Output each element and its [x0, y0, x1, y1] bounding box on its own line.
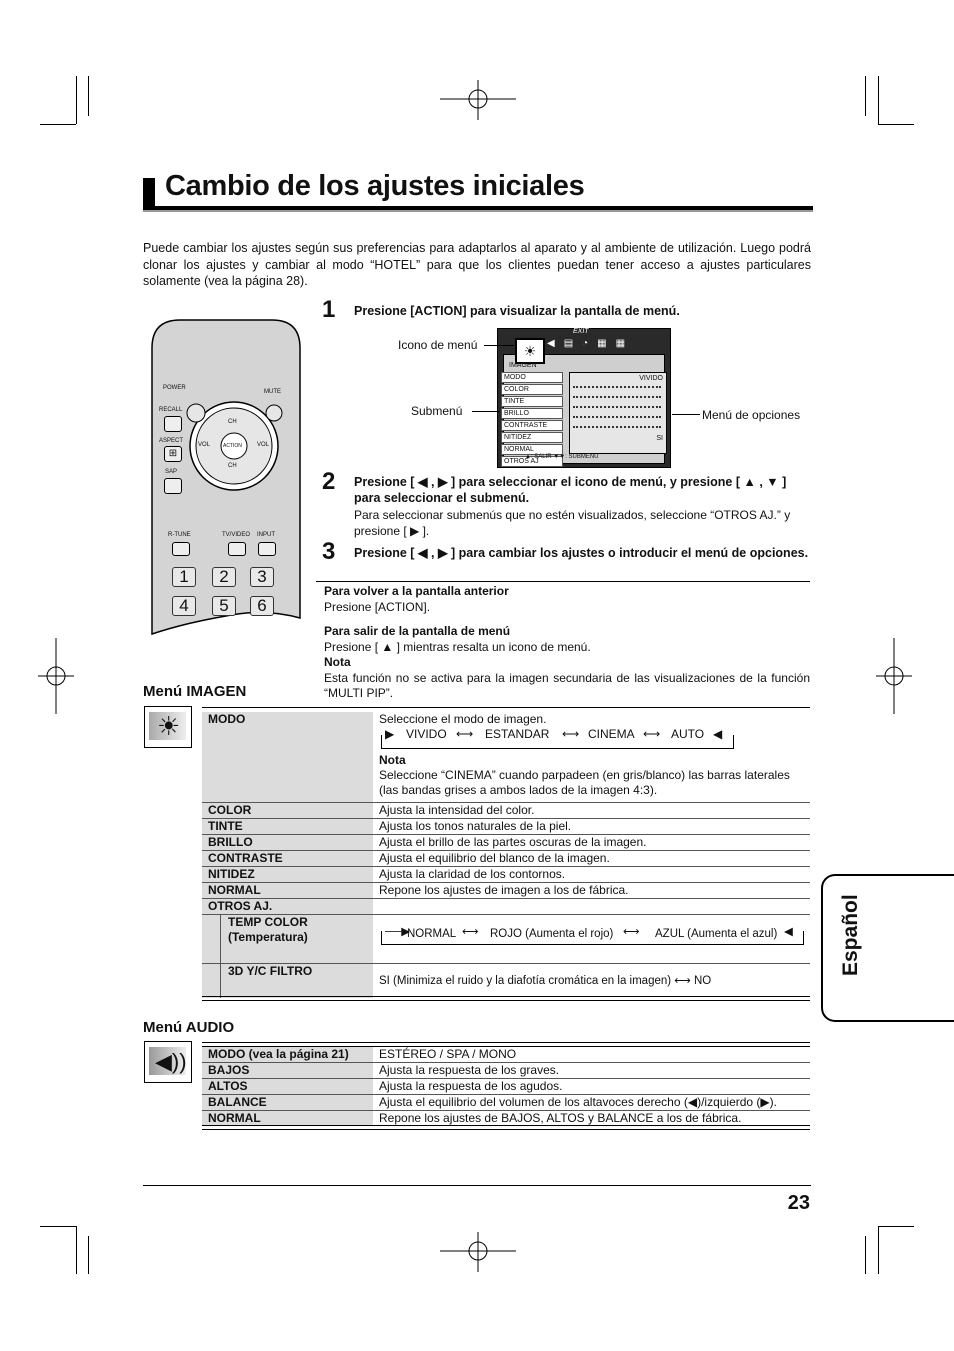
table-row	[202, 883, 810, 899]
filtro-si: SI (Minimiza el ruido y la diafotía cromática en la imagen)	[379, 975, 672, 987]
table-row	[202, 712, 810, 803]
divider	[316, 581, 810, 582]
row-desc: Ajusta los tonos naturales de la piel.	[373, 819, 810, 835]
speaker-icon: ◀))	[155, 1049, 187, 1074]
step-3-number: 3	[322, 538, 336, 565]
key-3[interactable]: 3	[250, 567, 274, 587]
mute-label: MUTE	[264, 389, 281, 395]
key-1[interactable]: 1	[172, 567, 196, 587]
remote-control	[150, 318, 302, 636]
osd-vivido: VIVIDO	[639, 375, 663, 382]
row-name: OTROS AJ.	[202, 899, 373, 915]
exit-heading: Para salir de la pantalla de menú	[324, 624, 511, 638]
page-number: 23	[787, 1192, 810, 1214]
osd-imagen-icon[interactable]: ☀	[515, 338, 545, 364]
modo-desc: Seleccione el modo de imagen.	[379, 712, 547, 726]
step-1-number: 1	[322, 296, 336, 323]
language-tab	[821, 874, 954, 1022]
input-button[interactable]	[258, 542, 276, 556]
registration-mark-left	[38, 638, 74, 714]
sap-label: SAP	[165, 469, 178, 475]
input-label: INPUT	[257, 532, 275, 538]
ch-down-label[interactable]: CH	[228, 463, 237, 469]
step-2-number: 2	[322, 468, 336, 495]
row-desc: Ajusta la respuesta de los agudos.	[373, 1079, 810, 1095]
key-2[interactable]: 2	[212, 567, 236, 587]
step-2-subtext: Para seleccionar submenús que no estén visualizados, seleccione “OTROS AJ.” y presione [ ▶ ].	[354, 508, 791, 538]
rtune-label: R-TUNE	[168, 532, 191, 538]
osd-menu-icons: ◀▤◔▦▦	[547, 338, 635, 349]
row-name: ALTOS	[202, 1079, 373, 1095]
back-text: Presione [ACTION].	[324, 599, 431, 614]
row-desc: Ajusta la intensidad del color.	[373, 803, 810, 819]
power-label: POWER	[163, 385, 186, 391]
registration-mark-top	[440, 80, 516, 120]
exit-text: Presione [ ▲ ] mientras resalta un icono de menú.	[324, 639, 591, 654]
modo-cycle: ▶ VIVIDO ⟷ ESTANDAR ⟷ CINEMA ⟷ AUTO ◀	[379, 727, 804, 749]
mode-auto: AUTO	[671, 727, 705, 741]
osd-item[interactable]: BRILLO	[501, 408, 563, 419]
nota-text: Esta función no se activa para la imagen secundaria de las visualizaciones de la función “MULTI PIP”.	[324, 670, 810, 700]
registration-mark-right	[876, 638, 912, 714]
audio-icon	[144, 1041, 192, 1083]
leader-line	[672, 414, 700, 415]
language-tab-label: Español	[839, 894, 862, 976]
vol-left-label[interactable]: VOL	[198, 442, 211, 448]
leader-line	[484, 345, 514, 346]
osd-si: SI	[656, 435, 663, 442]
osd-footer: ▲: SALIR ▼▼: SUBMENU	[525, 454, 599, 460]
title-rule	[143, 206, 813, 212]
osd-title: IMAGEN	[509, 362, 537, 369]
osd-item[interactable]: COLOR	[501, 384, 563, 395]
row-name: 3D Y/C FILTRO	[220, 964, 373, 998]
row-desc: Repone los ajustes de imagen a los de fábrica.	[373, 883, 810, 899]
key-5[interactable]: 5	[212, 596, 236, 616]
osd-exit: EXIT	[573, 328, 589, 335]
osd-item[interactable]: CONTRASTE	[501, 420, 563, 431]
filtro-cycle: SI (Minimiza el ruido y la diafotía cromática en la imagen) ⟷ NO	[379, 975, 712, 987]
remote-body	[150, 318, 302, 636]
row-desc: Ajusta la respuesta de los graves.	[373, 1063, 810, 1079]
table-row	[202, 851, 810, 867]
aspect-button[interactable]: ⊞	[164, 446, 182, 462]
table-row	[202, 1111, 810, 1127]
row-desc: Repone los ajustes de BAJOS, ALTOS y BALANCE a los de fábrica.	[373, 1111, 810, 1127]
row-name: CONTRASTE	[202, 851, 373, 867]
table-row	[202, 1063, 810, 1079]
imagen-icon	[144, 706, 192, 748]
rtune-button[interactable]	[172, 542, 190, 556]
row-name: TEMP COLOR (Temperatura)	[220, 915, 373, 963]
table-row	[202, 899, 810, 915]
back-heading: Para volver a la pantalla anterior	[324, 584, 509, 598]
mode-estandar: ESTANDAR	[485, 727, 550, 741]
modo-nota-text: Seleccione “CINEMA” cuando parpadeen (en gris/blanco) las barras laterales (las bandas grises a ambos lados de la imagen 4:3).	[379, 768, 790, 797]
table-row	[202, 803, 810, 819]
temp-azul: AZUL (Aumenta el azul)	[655, 928, 778, 940]
ch-up-label[interactable]: CH	[228, 419, 237, 425]
row-name: NORMAL	[202, 883, 373, 899]
modo-nota-heading: Nota	[379, 753, 406, 767]
row-desc: Ajusta el brillo de las partes oscuras de la imagen.	[373, 835, 810, 851]
osd-menu-diagram	[497, 328, 669, 466]
vol-right-label[interactable]: VOL	[257, 442, 270, 448]
audio-heading: Menú AUDIO	[143, 1019, 235, 1036]
tvvideo-button[interactable]	[228, 542, 246, 556]
filtro-no: NO	[693, 975, 712, 987]
temp-normal: NORMAL	[407, 928, 457, 940]
registration-mark-bottom	[440, 1232, 516, 1272]
label-submenu: Submenú	[411, 404, 463, 418]
row-name: NORMAL	[202, 1111, 373, 1127]
sun-icon: ☀	[157, 711, 181, 741]
row-name: NITIDEZ	[202, 867, 373, 883]
row-name: MODO	[202, 712, 373, 803]
temp-cycle: ──▶ NORMAL ⟷ ROJO (Aumenta el rojo) ⟷ AZUL (Aumenta el azul) ◀	[379, 915, 804, 963]
intro-paragraph: Puede cambiar los ajustes según sus preferencias para adaptarlos al aparato y al ambiente de utilización. Luego podrá clonar los ajustes y cambiar al modo “HOTEL” para que los clientes puedan tener acceso a ajustes particulares solamente (vea la página 28).	[143, 241, 811, 288]
tvvideo-label: TV/VIDEO	[222, 532, 251, 538]
row-name: COLOR	[202, 803, 373, 819]
mode-cinema: CINEMA	[588, 727, 635, 741]
osd-item[interactable]: MODO	[501, 372, 563, 383]
nota-heading: Nota	[324, 655, 351, 669]
row-name: BAJOS	[202, 1063, 373, 1079]
label-options-menu: Menú de opciones	[702, 408, 801, 422]
table-row	[202, 1047, 810, 1063]
table-row	[202, 867, 810, 883]
table-bottom-rule	[202, 996, 810, 1001]
notes-block	[324, 584, 810, 702]
table-row	[202, 915, 810, 964]
osd-item[interactable]: NITIDEZ	[501, 432, 563, 443]
osd-options-panel	[569, 372, 667, 454]
imagen-table	[202, 712, 810, 998]
row-name: BALANCE	[202, 1095, 373, 1111]
footer-rule	[143, 1185, 811, 1186]
table-row	[202, 835, 810, 851]
leader-line	[472, 411, 500, 412]
table-bottom-rule	[202, 1125, 810, 1130]
temp-rojo: ROJO (Aumenta el rojo)	[490, 928, 614, 940]
row-name: TINTE	[202, 819, 373, 835]
key-6[interactable]: 6	[250, 596, 274, 616]
row-desc: Ajusta el equilibrio del blanco de la imagen.	[373, 851, 810, 867]
recall-button[interactable]	[164, 416, 182, 432]
step-1-text: Presione [ACTION] para visualizar la pantalla de menú.	[354, 304, 680, 318]
aspect-label: ASPECT	[159, 438, 184, 444]
recall-label: RECALL	[159, 407, 183, 413]
audio-table	[202, 1047, 810, 1126]
key-4[interactable]: 4	[172, 596, 196, 616]
table-row	[202, 964, 810, 999]
sap-button[interactable]	[164, 478, 182, 494]
row-name: BRILLO	[202, 835, 373, 851]
page-title: Cambio de los ajustes iniciales	[165, 170, 585, 202]
row-desc: Ajusta el equilibrio del volumen de los altavoces derecho (◀)/izquierdo (▶).	[373, 1095, 810, 1111]
table-row	[202, 819, 810, 835]
osd-item[interactable]: TINTE	[501, 396, 563, 407]
action-button[interactable]: ACTION	[223, 443, 242, 449]
osd-item[interactable]: OTROS AJ	[501, 456, 563, 467]
mode-vivido: VIVIDO	[406, 727, 447, 741]
row-name: MODO (vea la página 21)	[202, 1047, 373, 1063]
table-row	[202, 1095, 810, 1111]
table-row	[202, 1079, 810, 1095]
row-desc: Ajusta la claridad de los contornos.	[373, 867, 810, 883]
title-bar	[143, 178, 155, 206]
step-2-text: Presione [ ◀ , ▶ ] para seleccionar el icono de menú, y presione [ ▲ , ▼ ] para seleccionar el submenú.	[354, 475, 787, 505]
osd-item[interactable]: NORMAL	[501, 444, 563, 455]
label-menu-icon: Icono de menú	[398, 338, 478, 352]
step-3-text: Presione [ ◀ , ▶ ] para cambiar los ajustes o introducir el menú de opciones.	[354, 546, 809, 560]
imagen-heading: Menú IMAGEN	[143, 683, 247, 700]
row-desc: ESTÉREO / SPA / MONO	[373, 1047, 810, 1063]
